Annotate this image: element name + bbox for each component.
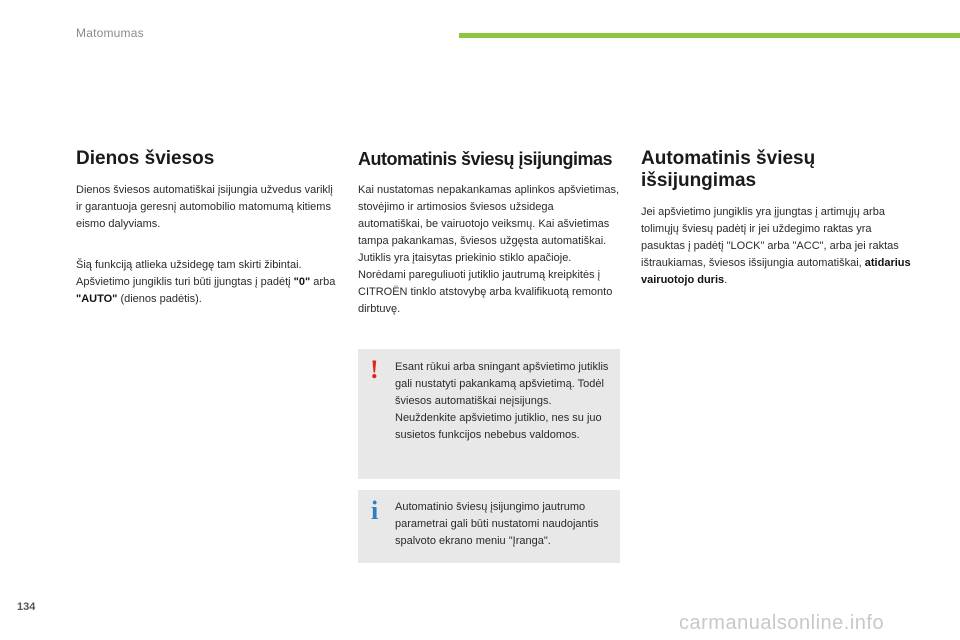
- page-number: 134: [17, 601, 36, 613]
- warning-text-2: Neuždenkite apšvietimo jutiklio, nes su juo susietos funkcijos nebebus valdomos.: [395, 412, 602, 441]
- warning-text: [395, 359, 612, 444]
- heading-auto-on: Automatinis šviesų įsijungimas: [358, 149, 613, 169]
- header-accent-rule: [459, 33, 960, 38]
- daytime-p2-end: (dienos padėtis).: [117, 293, 202, 305]
- auto-off-text: [641, 204, 911, 289]
- section-label: Matomumas: [76, 26, 144, 40]
- info-box: [358, 490, 620, 563]
- column-auto-off: [641, 148, 911, 289]
- daytime-p2-text: Šią funkciją atlieka užsidegę tam skirti žibintai. Apšvietimo jungiklis turi būti įjungtas į padėtį: [76, 259, 302, 288]
- warning-icon: !: [370, 355, 379, 384]
- daytime-paragraph-2: [76, 257, 340, 308]
- info-icon: i: [371, 496, 379, 525]
- auto-off-text-bold: atidarius vairuotojo duris: [641, 257, 911, 286]
- heading-daytime-lights: Dienos šviesos: [76, 148, 215, 169]
- daytime-p2-mid: arba: [310, 276, 336, 288]
- auto-on-body-2: Jutiklis yra įtaisytas priekinio stiklo apačioje. Norėdami pareguliuoti jutiklio jautrumą kreipkitės į CITROËN tinklo atstovybę arba kvalifikuotą remonto dirbtuvę.: [358, 252, 613, 315]
- heading-auto-off: Automatinis šviesų išsijungimas: [641, 148, 816, 191]
- auto-on-body-1: Kai nustatomas nepakankamas aplinkos apšvietimas, stovėjimo ir artimosios šviesos užsidega automatiškai, be vairuotojo veiksmų. Kai ašvietimas tampa pakankamas, šviesos užgęsta automatiškai.: [358, 184, 620, 247]
- info-text: Automatinio šviesų įsijungimo jautrumo parametrai gali būti nustatomi naudojantis spalvoto ekrano meniu "Įranga".: [395, 501, 599, 547]
- auto-off-text-main: Jei apšvietimo jungiklis yra įjungtas į artimųjų arba tolimųjų šviesų padėtį ir jei uždegimo raktas yra pasuktas į padėtį "LOCK" arba "ACC", arba jei raktas ištraukiamas, šviesos išsijungia automatiškai,: [641, 206, 899, 269]
- daytime-paragraph-1: Dienos šviesos automatiškai įsijungia užvedus variklį ir garantuoja geresnį automobilio matomumą kitiems eismo dalyviams.: [76, 184, 333, 230]
- column-daytime-lights: [76, 148, 340, 308]
- daytime-p2-bold-0: "0": [293, 276, 311, 288]
- auto-off-text-end: .: [724, 274, 728, 286]
- daytime-p2-bold-auto: "AUTO": [76, 293, 118, 305]
- warning-box: [358, 349, 620, 479]
- column-auto-on: [358, 148, 620, 318]
- watermark: carmanualsonline.info: [679, 612, 885, 634]
- warning-text-1: Esant rūkui arba sningant apšvietimo jutiklis gali nustatyti pakankamą apšvietimą. Todėl šviesos automatiškai neįsijungs.: [395, 361, 609, 407]
